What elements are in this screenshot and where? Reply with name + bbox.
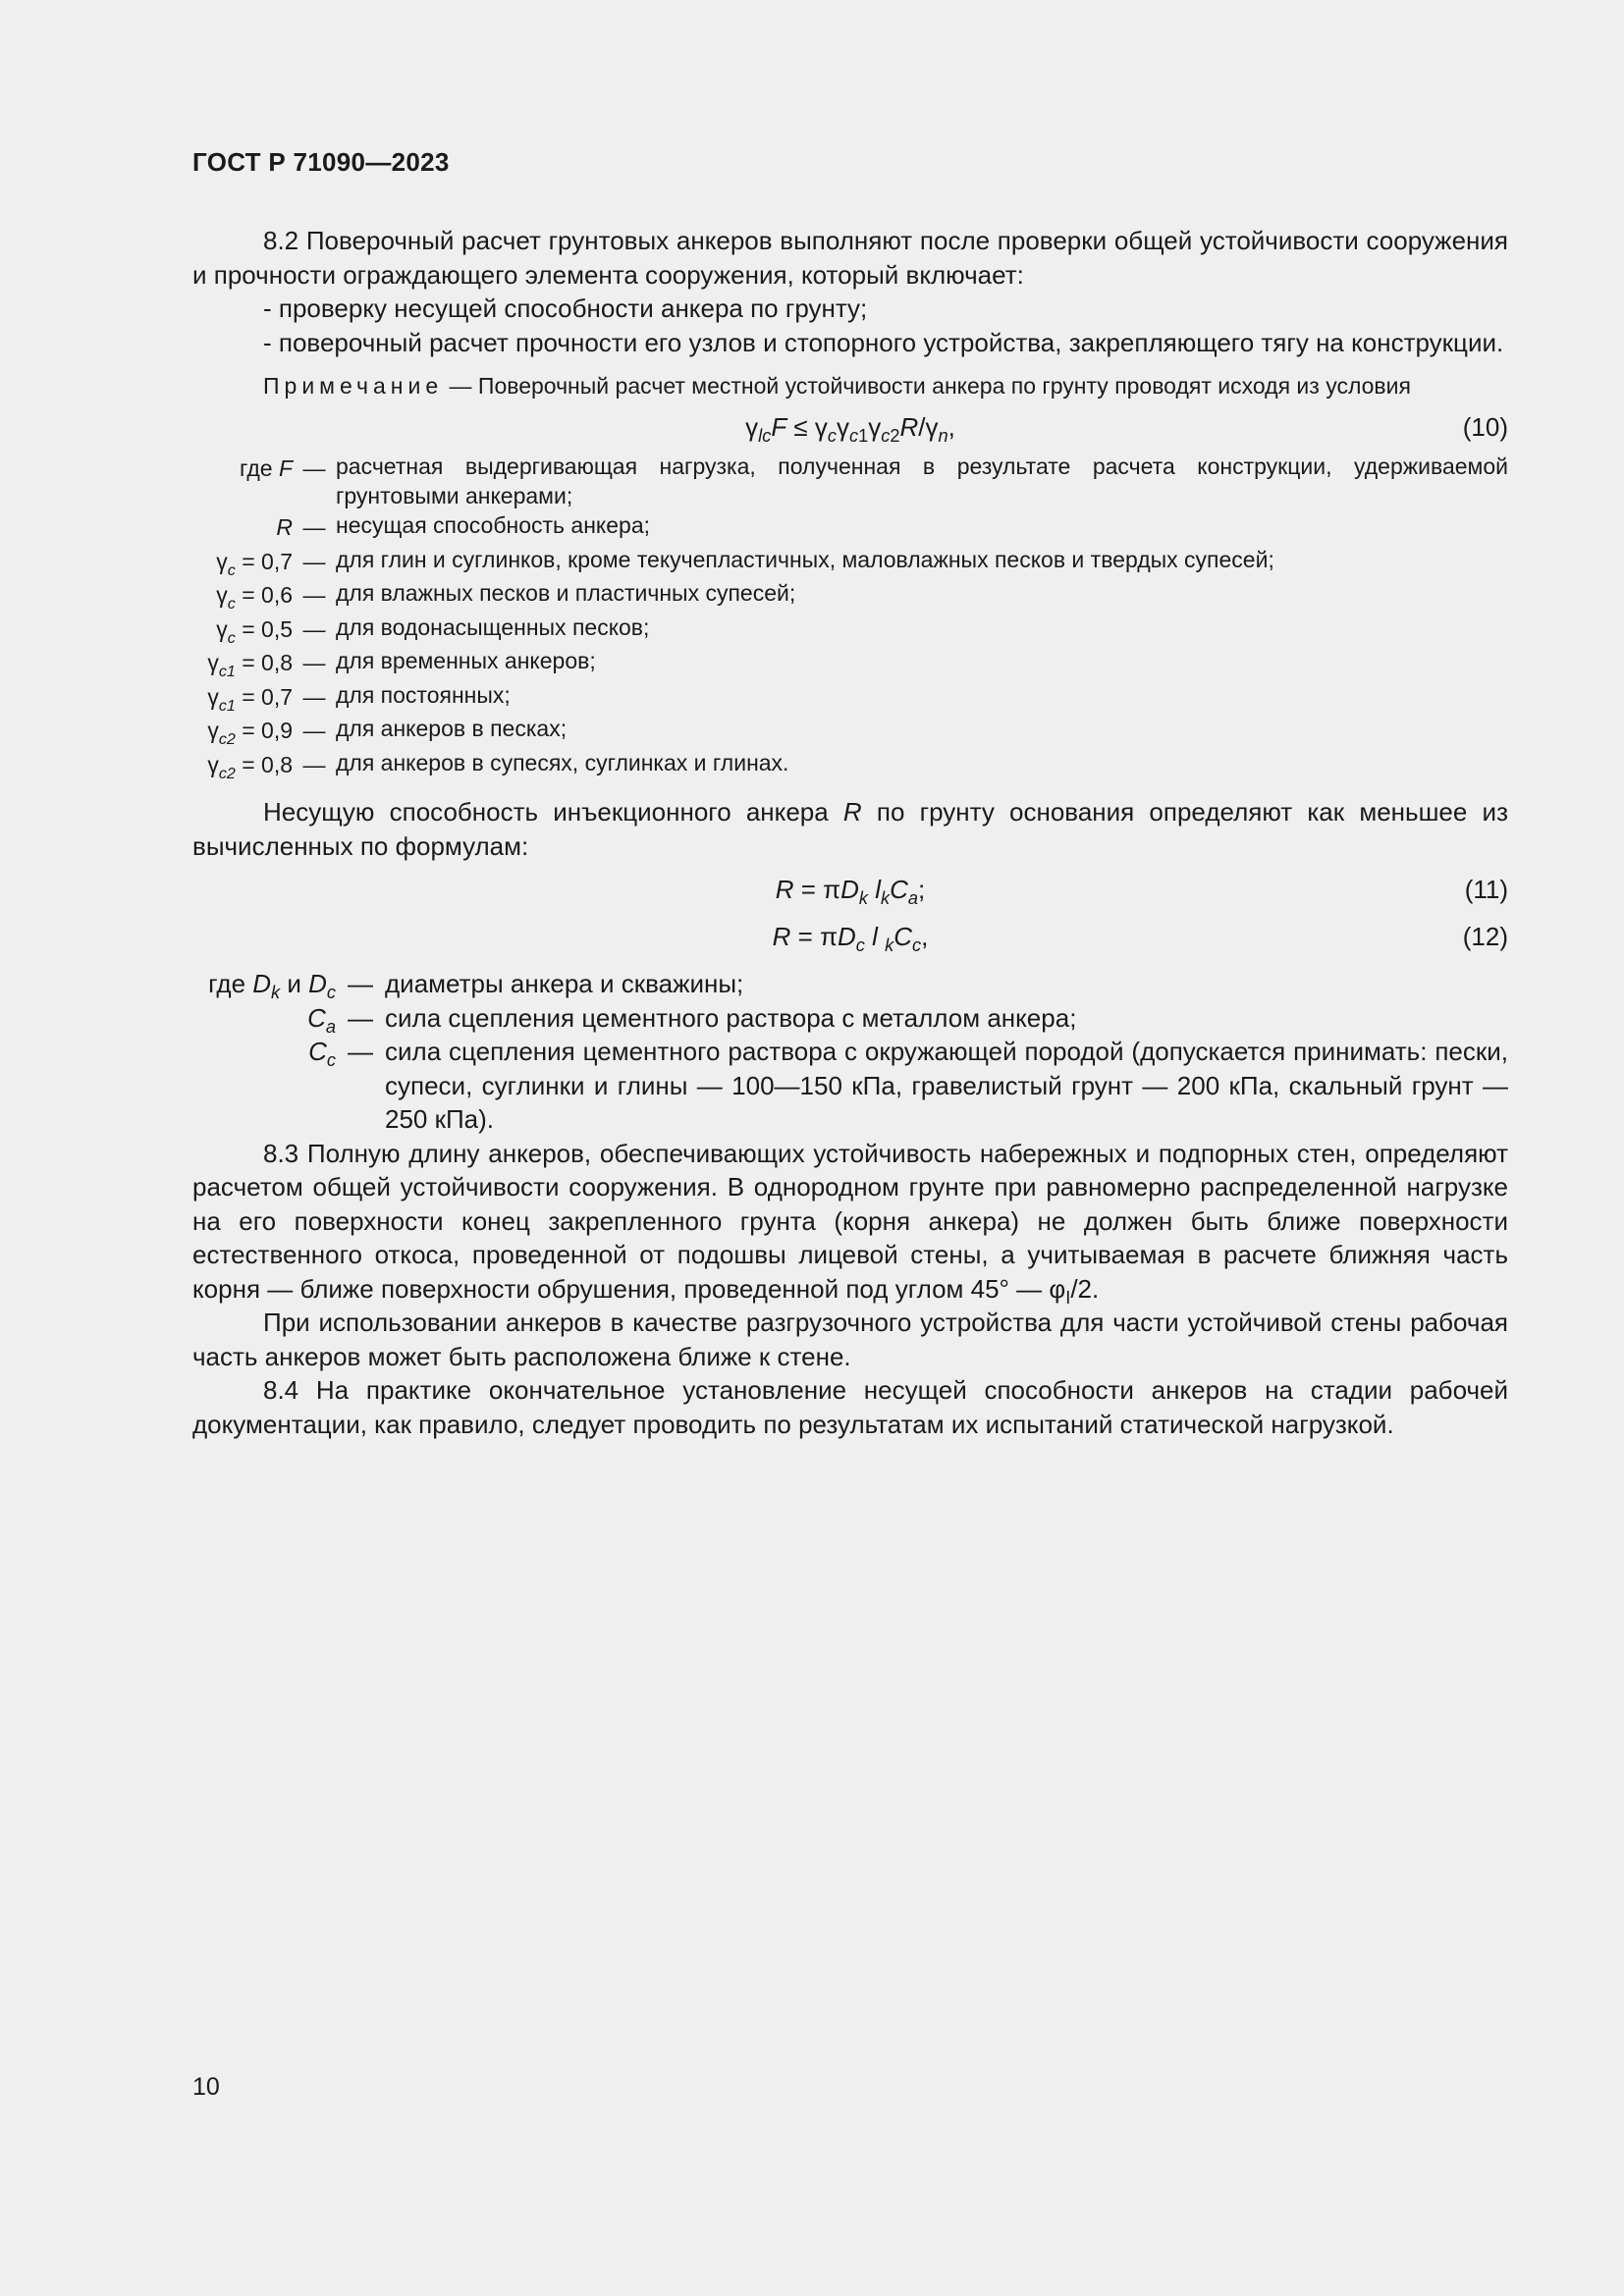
legend-symbol: $\gamma_{c2} = 0,9$: [207, 718, 293, 748]
legend-row: [192, 452, 1508, 510]
document-id-header: ГОСТ Р 71090—2023: [192, 147, 450, 177]
legend-symbol: $\gamma_c = 0,7$: [216, 548, 293, 579]
legend-text: сила сцепления цементного раствора с окружающей породой (допускается принимать: пески, супеси, суглинки и глины — 100—150 кПа, гравелистый грунт — 200 кПа, скальный грунт — 250 кПа).: [385, 1037, 1508, 1134]
legend-symbol: где F: [239, 455, 293, 481]
legend-row: [192, 578, 1508, 613]
legend-dash: —: [302, 514, 326, 540]
legend-text: для водонасыщенных песков;: [336, 614, 650, 640]
legend-row: [192, 1001, 1508, 1036]
legend-dash: —: [302, 455, 326, 481]
formula-12-number: (12): [1462, 922, 1508, 951]
formula-10-expression: $\gamma_{lc}F \le \gamma_c\gamma_{c1}\gamma_{c2}R/\gamma_n$,: [745, 412, 955, 446]
formula-12: [192, 916, 1508, 957]
legend-text: для анкеров в песках;: [336, 716, 568, 741]
note: [192, 371, 1508, 400]
main-text: [192, 224, 1508, 1441]
formula-10-legend: [192, 452, 1508, 781]
legend-text: для влажных песков и пластичных супесей;: [336, 580, 796, 606]
list-item: - поверочный расчет прочности его узлов и стопорного устройства, закрепляющего тягу на конструкции.: [263, 327, 1504, 357]
paragraph-8-3: 8.3 Полную длину анкеров, обеспечивающих устойчивость набережных и подпорных стен, определяют расчетом общей устойчивости сооружения. В однородном грунте при равномерно распределенной нагрузке на его поверхности конец закрепленного грунта (корня анкера) не должен быть ближе поверхности естественного откоса, проведенной от подошвы лицевой стены, а учитываемая в расчете ближняя часть корня — ближе поверхности обрушения, проведенной под углом 45° — $\varphi_I/2$.: [192, 1138, 1508, 1308]
formula-11-12-legend: [192, 967, 1508, 1137]
legend-dash: —: [302, 582, 326, 608]
legend-dash: —: [302, 615, 326, 642]
formula-10: [192, 406, 1508, 448]
legend-text: для постоянных;: [336, 681, 511, 708]
legend-dash: —: [302, 683, 326, 710]
paragraph-8-2-intro: 8.2 Поверочный расчет грунтовых анкеров выполняют после проверки общей устойчивости сооружения и прочности ограждающего элемента сооружения, который включает:: [192, 226, 1508, 290]
legend-row: [192, 1035, 1508, 1137]
legend-symbol: $C_a$: [307, 1002, 336, 1037]
legend-dash: —: [302, 548, 326, 574]
formula-11-expression: $R = \pi D_k$ $l_kC_a$;: [775, 875, 926, 908]
legend-text: расчетная выдергивающая нагрузка, полученная в результате расчета конструкции, удерживаемой грунтовыми анкерами;: [336, 454, 1508, 508]
legend-row: [192, 714, 1508, 748]
legend-row: [192, 613, 1508, 647]
legend-dash: —: [348, 1002, 373, 1033]
note-text: — Поверочный расчет местной устойчивости анкера по грунту проводят исходя из условия: [443, 373, 1411, 399]
legend-row: [192, 748, 1508, 782]
paragraph-8-4: 8.4 На практике окончательное установление несущей способности анкеров на стадии рабочей документации, как правило, следует проводить по результатам их испытаний статической нагрузкой.: [192, 1375, 1508, 1439]
legend-dash: —: [348, 969, 373, 998]
legend-symbol: $\gamma_{c1} = 0,8$: [207, 650, 293, 680]
legend-row: [192, 545, 1508, 579]
legend-row: [192, 510, 1508, 545]
legend-row: [192, 967, 1508, 1001]
legend-text: для глин и суглинков, кроме текучепластичных, маловлажных песков и твердых супесей;: [336, 546, 1274, 572]
legend-text: диаметры анкера и скважины;: [385, 969, 744, 998]
formula-11-number: (11): [1464, 875, 1508, 904]
legend-row: [192, 646, 1508, 680]
legend-symbol: $\gamma_{c1} = 0,7$: [207, 683, 293, 715]
legend-text: для анкеров в супесях, суглинках и глинах.: [336, 749, 789, 775]
legend-symbol: R: [276, 514, 293, 540]
legend-dash: —: [302, 751, 326, 777]
legend-text: несущая способность анкера;: [336, 512, 651, 538]
legend-dash: —: [348, 1037, 373, 1066]
legend-dash: —: [302, 650, 326, 675]
legend-symbol: $\gamma_c = 0,6$: [216, 582, 293, 613]
legend-row: [192, 680, 1508, 715]
note-label: Примечание: [263, 373, 444, 399]
formula-11: [192, 869, 1508, 910]
formula-12-expression: $R = \pi D_c$ l $_kC_c$,: [772, 922, 929, 955]
legend-symbol: $C_c$: [308, 1037, 336, 1070]
legend-text: сила сцепления цементного раствора с металлом анкера;: [385, 1002, 1077, 1033]
page-number: 10: [192, 2073, 220, 2101]
formula-10-number: (10): [1462, 412, 1508, 442]
legend-symbol: $\gamma_c = 0,5$: [216, 615, 293, 647]
legend-symbol: $\gamma_{c2} = 0,8$: [207, 751, 293, 782]
legend-symbol: где $D_k$ и $D_c$: [208, 969, 336, 1002]
paragraph-8-3-relief: При использовании анкеров в качестве разгрузочного устройства для части устойчивой стены рабочая часть анкеров может быть расположена ближе к стене.: [192, 1308, 1508, 1371]
legend-text: для временных анкеров;: [336, 648, 596, 673]
legend-dash: —: [302, 718, 326, 743]
paragraph-capacity: Несущую способность инъекционного анкера R по грунту основания определяют как меньшее из вычисленных по формулам:: [192, 797, 1508, 861]
list-item: - проверку несущей способности анкера по грунту;: [263, 294, 868, 323]
